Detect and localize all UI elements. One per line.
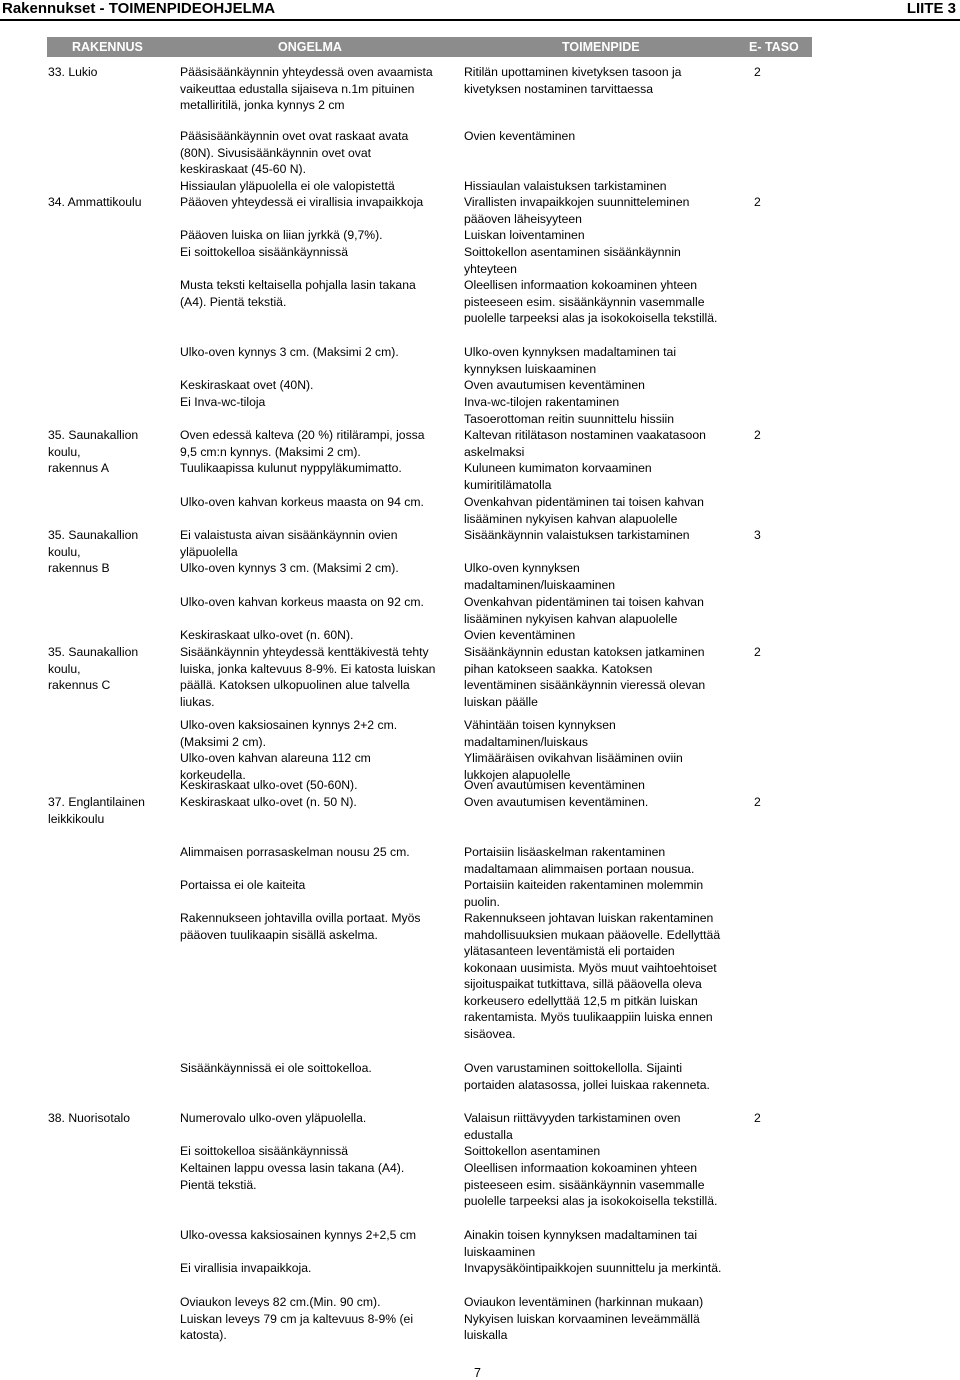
problem-cell — [180, 877, 305, 894]
problem-cell — [180, 1294, 413, 1344]
problem-cell-line: (A4). Pientä tekstiä. — [180, 294, 287, 309]
level-cell-line: 2 — [754, 645, 761, 659]
level-cell-line: 2 — [754, 795, 761, 809]
problem-cell-line: Pääsisäänkäynnin ovet ovat raskaat avata — [180, 129, 409, 143]
problem-cell-line: yläpuolella — [180, 544, 238, 559]
action-cell-line: kumiritilämatolla — [464, 477, 552, 492]
problem-cell — [180, 627, 353, 644]
header-rule — [0, 19, 960, 21]
action-cell-line: mahdollisuuksien mukaan pääovelle. Edellyttää — [464, 927, 721, 942]
action-cell-line: luiskan päälle — [464, 694, 538, 709]
action-cell — [464, 777, 645, 794]
action-cell — [464, 64, 681, 97]
level-cell — [754, 794, 761, 811]
action-cell-line: rakentamista. Myös tuulikaappiin luiska ennen — [464, 1010, 713, 1024]
problem-cell-line: 9,5 cm:n kynnys. (Maksimi 2 cm). — [180, 444, 361, 459]
problem-cell-line: Musta teksti keltaisella pohjalla lasin takana — [180, 278, 416, 292]
appendix-label: LIITE 3 — [906, 0, 956, 17]
action-cell-line: leventäminen sisäänkäynnin vieressä olevan — [464, 678, 706, 692]
problem-cell-line: Keskiraskaat ovet (40N). — [180, 378, 314, 392]
action-cell — [464, 1294, 703, 1344]
column-header-level: E- TASO — [749, 40, 799, 54]
problem-cell-line: Oviaukon leveys 82 cm.(Min. 90 cm). — [180, 1295, 381, 1309]
problem-cell — [180, 644, 435, 710]
problem-cell-line: vaikeuttaa edustalla sijaiseva n.1m pituinen — [180, 81, 415, 96]
building-cell-line: rakennus B — [48, 561, 110, 575]
problem-cell-line: Tuulikaapissa kulunut nyppyläkumimatto. — [180, 461, 402, 475]
problem-cell — [180, 178, 395, 195]
column-header-problem: ONGELMA — [278, 40, 342, 54]
action-cell — [464, 377, 645, 394]
problem-cell-line: Keskiraskaat ulko-ovet (n. 60N). — [180, 628, 354, 642]
level-cell-line: 3 — [754, 528, 761, 542]
action-cell — [464, 344, 676, 377]
problem-cell-line: Oven edessä kalteva (20 %) ritilärampi, jossa — [180, 428, 425, 442]
problem-cell-line: metalliritilä, jonka kynnys 2 cm — [180, 98, 345, 112]
level-cell — [754, 427, 761, 444]
action-cell-line: Portaisiin lisäaskelman rakentaminen — [464, 845, 666, 859]
action-cell-line: Sisäänkäynnin valaistuksen tarkistaminen — [464, 528, 690, 542]
problem-cell — [180, 1260, 311, 1277]
document-header — [0, 0, 960, 20]
action-cell-line: ylätasanteen leventämistä eli portaiden — [464, 944, 675, 958]
problem-cell — [180, 427, 425, 460]
action-cell-line: luiskalla — [464, 1328, 508, 1342]
problem-cell — [180, 194, 423, 211]
problem-cell — [180, 394, 265, 411]
building-cell-line: koulu, — [48, 544, 81, 559]
building-cell — [48, 194, 141, 211]
problem-cell-line: Keskiraskaat ulko-ovet (n. 50 N). — [180, 795, 357, 809]
problem-cell-line: Alimmaisen porrasaskelman nousu 25 cm. — [180, 845, 410, 859]
column-header-building: RAKENNUS — [72, 40, 143, 54]
action-cell-line: pisteeseen esim. sisäänkäynnin vasemmalle — [464, 294, 705, 309]
action-cell — [464, 594, 704, 627]
problem-cell — [180, 717, 397, 750]
building-cell — [48, 1110, 130, 1127]
action-cell — [464, 627, 575, 644]
action-cell-line: luiskaaminen — [464, 1244, 536, 1259]
building-cell — [48, 560, 110, 577]
problem-cell — [180, 844, 410, 861]
building-cell-line: 35. Saunakallion — [48, 528, 139, 542]
problem-cell — [180, 1160, 404, 1193]
problem-cell-line: Hissiaulan yläpuolella ei ole valopistettä — [180, 179, 395, 193]
problem-cell-line: Ulko-oven kahvan korkeus maasta on 92 cm. — [180, 595, 424, 609]
building-cell-line: 33. Lukio — [48, 65, 98, 79]
action-cell — [464, 1143, 600, 1160]
problem-cell — [180, 560, 399, 577]
level-cell — [754, 64, 761, 81]
problem-cell-line: Sisäänkäynnissä ei ole soittokelloa. — [180, 1061, 372, 1075]
problem-cell-line: korkeudella. — [180, 767, 246, 782]
action-cell-line: lisääminen nykyisen kahvan alapuolelle — [464, 511, 678, 526]
level-cell-line: 2 — [754, 65, 761, 79]
action-cell-line: kynnyksen luiskaaminen — [464, 361, 597, 376]
problem-cell-line: luiska, jonka kaltevuus 8-9%. Ei katosta luiskan — [180, 661, 436, 676]
action-cell-line: Oleellisen informaation kokoaminen yhteen — [464, 1161, 698, 1175]
page-number: 7 — [474, 1366, 481, 1380]
problem-cell-line: Ulko-ovessa kaksiosainen kynnys 2+2,5 cm — [180, 1228, 417, 1242]
action-cell — [464, 910, 720, 1042]
action-cell-line: Ovenkahvan pidentäminen tai toisen kahvan — [464, 495, 704, 509]
action-cell-line: puolelle tarpeeksi alas ja isokokoisella tekstillä. — [464, 1194, 718, 1208]
action-cell-line: pääoven läheisyyteen — [464, 211, 582, 226]
problem-cell-line: Numerovalo ulko-oven yläpuolella. — [180, 1111, 367, 1125]
action-cell-line: edustalla — [464, 1127, 513, 1142]
problem-cell — [180, 277, 416, 310]
action-cell — [464, 1060, 710, 1093]
action-cell-line: Oviaukon leventäminen (harkinnan mukaan) — [464, 1295, 704, 1309]
action-cell — [464, 1110, 681, 1143]
problem-cell-line: Ei valaistusta aivan sisäänkäynnin ovien — [180, 528, 398, 542]
level-cell-line: 2 — [754, 195, 761, 209]
problem-cell-line: (80N). Sivusisäänkäynnin ovet ovat — [180, 145, 372, 160]
action-cell — [464, 227, 585, 244]
action-cell — [464, 494, 704, 527]
building-cell-line: koulu, — [48, 444, 81, 459]
action-cell-line: Kuluneen kumimaton korvaaminen — [464, 461, 652, 475]
level-cell — [754, 194, 761, 211]
action-cell-line: yhteyteen — [464, 261, 517, 276]
building-cell — [48, 794, 145, 827]
action-cell — [464, 560, 615, 593]
action-cell-line: Hissiaulan valaistuksen tarkistaminen — [464, 179, 667, 193]
action-cell-line: pisteeseen esim. sisäänkäynnin vasemmalle — [464, 1177, 705, 1192]
action-cell — [464, 128, 575, 145]
action-cell-line: Oven avautumisen keventäminen — [464, 778, 645, 792]
problem-cell-line: Pientä tekstiä. — [180, 1177, 257, 1192]
action-cell-line: korkeusero edellyttää 12,5 m pitkän luiskan — [464, 993, 698, 1008]
action-cell — [464, 644, 705, 710]
action-cell — [464, 394, 674, 427]
action-cell-line: Kaltevan ritilätason nostaminen vaakatasoon — [464, 428, 706, 442]
problem-cell — [180, 460, 402, 477]
action-cell-line: Ylimääräisen ovikahvan lisääminen oviin — [464, 751, 683, 765]
building-cell — [48, 460, 109, 477]
column-header-action: TOIMENPIDE — [562, 40, 640, 54]
action-cell-line: Ulko-oven kynnyksen — [464, 561, 580, 575]
action-cell — [464, 1160, 717, 1210]
action-cell — [464, 277, 717, 327]
document-title: Rakennukset - TOIMENPIDEOHJELMA — [2, 0, 276, 17]
building-cell — [48, 427, 138, 460]
problem-cell-line: Sisäänkäynnin yhteydessä kenttäkivestä tehty — [180, 645, 429, 659]
problem-cell-line: Ei soittokelloa sisäänkäynnissä — [180, 1144, 349, 1158]
action-cell — [464, 844, 694, 877]
problem-cell-line: Rakennukseen johtavilla ovilla portaat. Myös — [180, 911, 421, 925]
action-cell-line: madaltamaan alimmaisen portaan nousua. — [464, 861, 695, 876]
action-cell-line: Invapysäköintipaikkojen suunnittelu ja merkintä. — [464, 1261, 722, 1275]
problem-cell-line: Luiskan leveys 79 cm ja kaltevuus 8-9% (ei — [180, 1311, 414, 1326]
building-cell-line: 34. Ammattikoulu — [48, 195, 142, 209]
action-cell-line: Tasoerottoman reitin suunnittelu hissiin — [464, 411, 675, 426]
action-cell-line: Oven varustaminen soittokellolla. Sijainti — [464, 1061, 683, 1075]
action-cell — [464, 427, 706, 460]
problem-cell — [180, 1060, 372, 1077]
action-cell — [464, 460, 652, 493]
problem-cell — [180, 128, 408, 178]
problem-cell-line: liukas. — [180, 694, 215, 709]
building-cell-line: koulu, — [48, 661, 81, 676]
problem-cell — [180, 227, 383, 244]
building-cell-line: leikkikoulu — [48, 811, 105, 826]
building-cell — [48, 64, 97, 81]
action-cell-line: madaltaminen/luiskaaminen — [464, 577, 616, 592]
action-cell-line: Oleellisen informaation kokoaminen yhteen — [464, 278, 698, 292]
problem-cell — [180, 344, 399, 361]
problem-cell-line: Ulko-oven kynnys 3 cm. (Maksimi 2 cm). — [180, 345, 399, 359]
action-cell — [464, 794, 648, 811]
problem-cell-line: päällä. Katoksen ulkopuolinen alue talvella — [180, 678, 410, 692]
building-cell — [48, 527, 138, 560]
action-cell-line: Inva-wc-tilojen rakentaminen — [464, 395, 620, 409]
problem-cell-line: keskiraskaat (45-60 N). — [180, 162, 306, 176]
action-cell-line: puolelle tarpeeksi alas ja isokokoisella tekstillä. — [464, 311, 718, 325]
action-cell — [464, 1227, 697, 1260]
building-cell-line: rakennus A — [48, 461, 109, 475]
problem-cell — [180, 1227, 416, 1244]
problem-cell-line: Pääsisäänkäynnin yhteydessä oven avaamista — [180, 65, 433, 79]
action-cell-line: Ovien keventäminen — [464, 129, 576, 143]
action-cell-line: lisääminen nykyisen kahvan alapuolelle — [464, 611, 678, 626]
action-cell — [464, 178, 667, 195]
action-cell — [464, 244, 681, 277]
action-cell-line: madaltaminen/luiskaus — [464, 734, 588, 749]
action-cell — [464, 1260, 721, 1277]
building-cell-line: rakennus C — [48, 678, 111, 692]
action-cell-line: sisäovea. — [464, 1026, 516, 1041]
level-cell — [754, 1110, 761, 1127]
action-cell-line: puolin. — [464, 894, 500, 909]
action-cell-line: Luiskan loiventaminen — [464, 228, 585, 242]
level-cell-line: 2 — [754, 428, 761, 442]
problem-cell — [180, 244, 348, 261]
problem-cell-line: Portaissa ei ole kaiteita — [180, 878, 306, 892]
problem-cell — [180, 527, 397, 560]
action-cell-line: lukkojen alapuolelle — [464, 767, 571, 782]
problem-cell-line: Ei virallisia invapaikkoja. — [180, 1261, 312, 1275]
problem-cell-line: Ulko-oven kahvan alareuna 112 cm — [180, 751, 371, 765]
problem-cell — [180, 910, 421, 943]
building-cell-line: 35. Saunakallion — [48, 428, 139, 442]
problem-cell — [180, 794, 357, 811]
problem-cell — [180, 64, 433, 114]
action-cell-line: Soittokellon asentaminen sisäänkäynnin — [464, 245, 681, 259]
action-cell-line: Ovenkahvan pidentäminen tai toisen kahvan — [464, 595, 704, 609]
action-cell-line: Ritilän upottaminen kivetyksen tasoon ja — [464, 65, 682, 79]
problem-cell-line: Ulko-oven kahvan korkeus maasta on 94 cm. — [180, 495, 424, 509]
building-cell-line: 37. Englantilainen — [48, 795, 145, 809]
action-cell-line: Vähintään toisen kynnyksen — [464, 718, 616, 732]
action-program-table — [47, 37, 812, 1342]
action-cell-line: Portaisiin kaiteiden rakentaminen molemmin — [464, 878, 704, 892]
problem-cell-line: Ei soittokelloa sisäänkäynnissä — [180, 245, 349, 259]
level-cell — [754, 644, 761, 661]
action-cell-line: kivetyksen nostaminen tarvittaessa — [464, 81, 653, 96]
action-cell-line: Nykyisen luiskan korvaaminen leveämmällä — [464, 1311, 700, 1326]
problem-cell — [180, 594, 424, 611]
action-cell-line: Sisäänkäynnin edustan katoksen jatkaminen — [464, 645, 705, 659]
action-cell-line: askelmaksi — [464, 444, 525, 459]
action-cell-line: Soittokellon asentaminen — [464, 1144, 601, 1158]
action-cell-line: pihan katokseen saakka. Katoksen — [464, 661, 653, 676]
action-cell-line: Oven avautumisen keventäminen. — [464, 795, 649, 809]
action-cell — [464, 194, 689, 227]
problem-cell-line: katosta). — [180, 1328, 227, 1342]
problem-cell-line: Ulko-oven kynnys 3 cm. (Maksimi 2 cm). — [180, 561, 399, 575]
table-header — [47, 37, 812, 57]
building-cell-line: 35. Saunakallion — [48, 645, 139, 659]
problem-cell-line: Pääoven luiska on liian jyrkkä (9,7%). — [180, 228, 383, 242]
action-cell-line: Ainakin toisen kynnyksen madaltaminen tai — [464, 1228, 698, 1242]
action-cell-line: Ovien keventäminen — [464, 628, 576, 642]
problem-cell — [180, 777, 357, 794]
problem-cell — [180, 1143, 348, 1160]
action-cell — [464, 527, 690, 544]
building-cell-line: 38. Nuorisotalo — [48, 1111, 130, 1125]
problem-cell-line: Pääoven yhteydessä ei virallisia invapaikkoja — [180, 195, 424, 209]
problem-cell-line: Ulko-oven kaksiosainen kynnys 2+2 cm. — [180, 718, 398, 732]
problem-cell — [180, 494, 424, 511]
action-cell-line: portaiden alatasossa, jollei luiskaa rakenneta. — [464, 1077, 710, 1092]
building-cell — [48, 644, 138, 694]
problem-cell-line: Keltainen lappu ovessa lasin takana (A4). — [180, 1161, 405, 1175]
action-cell-line: Virallisten invapaikkojen suunnitteleminen — [464, 195, 690, 209]
problem-cell — [180, 377, 313, 394]
problem-cell — [180, 1110, 366, 1127]
level-cell — [754, 527, 761, 544]
problem-cell-line: Keskiraskaat ulko-ovet (50-60N). — [180, 778, 358, 792]
action-cell-line: sijoituspaikat tutkittava, sillä pääovella oleva — [464, 977, 702, 991]
problem-cell-line: (Maksimi 2 cm). — [180, 734, 266, 749]
problem-cell-line: Ei Inva-wc-tiloja — [180, 395, 266, 409]
action-cell — [464, 877, 703, 910]
level-cell-line: 2 — [754, 1111, 761, 1125]
action-cell — [464, 717, 616, 750]
action-cell-line: Ulko-oven kynnyksen madaltaminen tai — [464, 345, 677, 359]
action-cell-line: Valaisun riittävyyden tarkistaminen oven — [464, 1111, 681, 1125]
problem-cell-line: pääoven tuulikaapin sisällä askelma. — [180, 927, 378, 942]
action-cell-line: Rakennukseen johtavan luiskan rakentaminen — [464, 911, 714, 925]
action-cell-line: kokonaan uusimista. Myös muut vaihtoehtoiset — [464, 960, 717, 975]
action-cell-line: Oven avautumisen keventäminen — [464, 378, 645, 392]
